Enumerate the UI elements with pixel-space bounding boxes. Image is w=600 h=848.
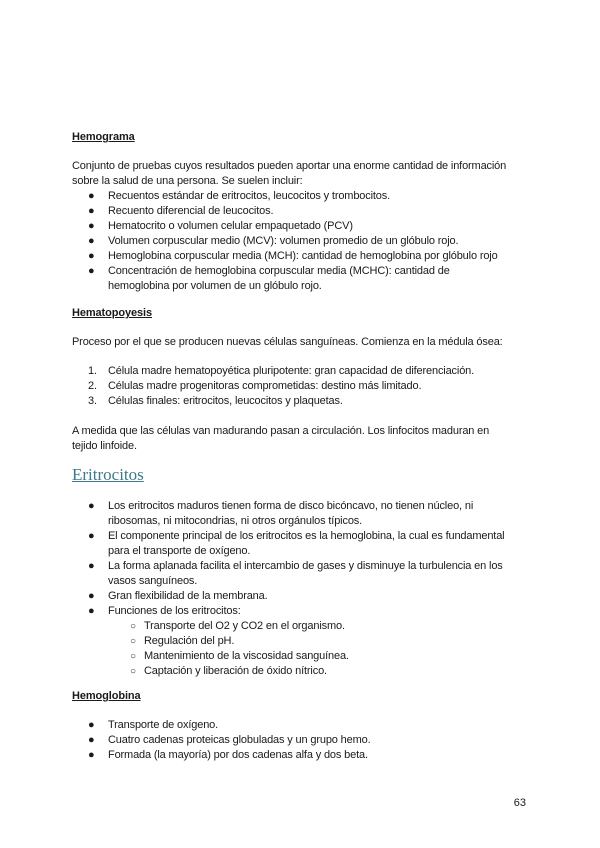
list-item — [72, 264, 532, 294]
bullet-icon: ● — [88, 235, 95, 247]
bullet-icon: ● — [88, 190, 95, 202]
bullet-icon: ● — [88, 734, 95, 746]
bullet-icon: ● — [88, 719, 95, 731]
heading-eritrocitos: Eritrocitos — [72, 465, 144, 484]
list-item-text: Concentración de hemoglobina corpuscular media (MCHC): cantidad de — [108, 265, 450, 277]
circle-bullet-icon: ○ — [130, 636, 136, 647]
list-item-text: Hematocrito o volumen celular empaquetado (PCV) — [108, 220, 353, 232]
list-item-text: Funciones de los eritrocitos: — [108, 605, 241, 617]
list-item — [72, 748, 532, 763]
list-item-text: El componente principal de los eritrocitos es la hemoglobina, la cual es fundamental — [108, 530, 505, 542]
list-item-text: Células finales: eritrocitos, leucocitos y plaquetas. — [108, 395, 343, 407]
sub-list-item — [108, 619, 532, 634]
step-number: 1. — [88, 365, 97, 377]
list-item-text: Transporte de oxígeno. — [108, 719, 219, 731]
list-item-text: Células madre progenitoras comprometidas: destino más limitado. — [108, 380, 422, 392]
page-number: 63 — [513, 797, 526, 809]
sub-list-item-text: Captación y liberación de óxido nítrico. — [144, 665, 327, 677]
bullet-icon: ● — [88, 205, 95, 217]
list-item-text: Hemoglobina corpuscular media (MCH): cantidad de hemoglobina por glóbulo rojo — [108, 250, 498, 262]
circle-bullet-icon: ○ — [130, 666, 136, 677]
list-item — [72, 219, 532, 234]
hematopoyesis-intro: Proceso por el que se producen nuevas células sanguíneas. Comienza en la médula ósea: — [72, 336, 503, 348]
hemograma-list — [72, 189, 532, 294]
list-item — [72, 604, 532, 679]
bullet-icon: ● — [88, 220, 95, 232]
bullet-icon: ● — [88, 605, 95, 617]
list-item — [72, 249, 532, 264]
circle-bullet-icon: ○ — [130, 651, 136, 662]
step-number: 2. — [88, 380, 97, 392]
bullet-icon: ● — [88, 250, 95, 262]
sub-list-item — [108, 664, 532, 679]
list-item-text: Cuatro cadenas proteicas globuladas y un grupo hemo. — [108, 734, 371, 746]
list-item-text-cont: ribosomas, ni mitocondrias, ni otros orgánulos típicos. — [108, 515, 363, 527]
bullet-icon: ● — [88, 500, 95, 512]
sub-list-item-text: Transporte del O2 y CO2 en el organismo. — [144, 620, 345, 632]
list-item — [72, 529, 532, 559]
heading-hematopoyesis: Hematopoyesis — [72, 307, 153, 319]
hematopoyesis-closing — [72, 424, 528, 454]
list-item — [72, 559, 532, 589]
step-number: 3. — [88, 395, 97, 407]
list-item-text: Gran flexibilidad de la membrana. — [108, 590, 268, 602]
list-item-text: Volumen corpuscular medio (MCV): volumen promedio de un glóbulo rojo. — [108, 235, 459, 247]
list-item — [72, 733, 532, 748]
eritrocitos-functions — [108, 619, 532, 679]
list-item — [72, 394, 532, 409]
list-item — [72, 234, 532, 249]
circle-bullet-icon: ○ — [130, 621, 136, 632]
bullet-icon: ● — [88, 265, 95, 277]
list-item — [72, 499, 532, 529]
bullet-icon: ● — [88, 560, 95, 572]
list-item-text: Recuentos estándar de eritrocitos, leucocitos y trombocitos. — [108, 190, 391, 202]
list-item-text-cont: hemoglobina por volumen de un glóbulo rojo. — [108, 280, 322, 292]
list-item-text-cont: para el transporte de oxígeno. — [108, 545, 251, 557]
list-item — [72, 379, 532, 394]
list-item — [72, 364, 532, 379]
bullet-icon: ● — [88, 749, 95, 761]
list-item — [72, 204, 532, 219]
closing-line1: A medida que las células van madurando pasan a circulación. Los linfocitos maduran en — [72, 425, 490, 437]
list-item — [72, 589, 532, 604]
bullet-icon: ● — [88, 530, 95, 542]
hemograma-intro-line1: Conjunto de pruebas cuyos resultados pueden aportar una enorme cantidad de información — [72, 160, 507, 172]
sub-list-item — [108, 634, 532, 649]
list-item — [72, 718, 532, 733]
closing-line2: tejido linfoide. — [72, 440, 137, 452]
list-item-text: La forma aplanada facilita el intercambio de gases y disminuye la turbulencia en los — [108, 560, 503, 572]
sub-list-item-text: Regulación del pH. — [144, 635, 235, 647]
list-item — [72, 189, 532, 204]
hemoglobina-list — [72, 718, 532, 763]
bullet-icon: ● — [88, 590, 95, 602]
list-item-text: Recuento diferencial de leucocitos. — [108, 205, 274, 217]
list-item-text-cont: vasos sanguíneos. — [108, 575, 198, 587]
sub-list-item-text: Mantenimiento de la viscosidad sanguínea. — [144, 650, 349, 662]
list-item-text: Formada (la mayoría) por dos cadenas alfa y dos beta. — [108, 749, 368, 761]
hemograma-intro — [72, 159, 528, 189]
heading-hemograma: Hemograma — [72, 131, 135, 143]
hemograma-intro-line2: sobre la salud de una persona. Se suelen incluir: — [72, 175, 303, 187]
hematopoyesis-steps — [72, 364, 532, 409]
list-item-text: Los eritrocitos maduros tienen forma de disco bicóncavo, no tienen núcleo, ni — [108, 500, 474, 512]
heading-hemoglobina: Hemoglobina — [72, 690, 141, 702]
list-item-text: Célula madre hematopoyética pluripotente: gran capacidad de diferenciación. — [108, 365, 475, 377]
eritrocitos-list — [72, 499, 532, 679]
sub-list-item — [108, 649, 532, 664]
